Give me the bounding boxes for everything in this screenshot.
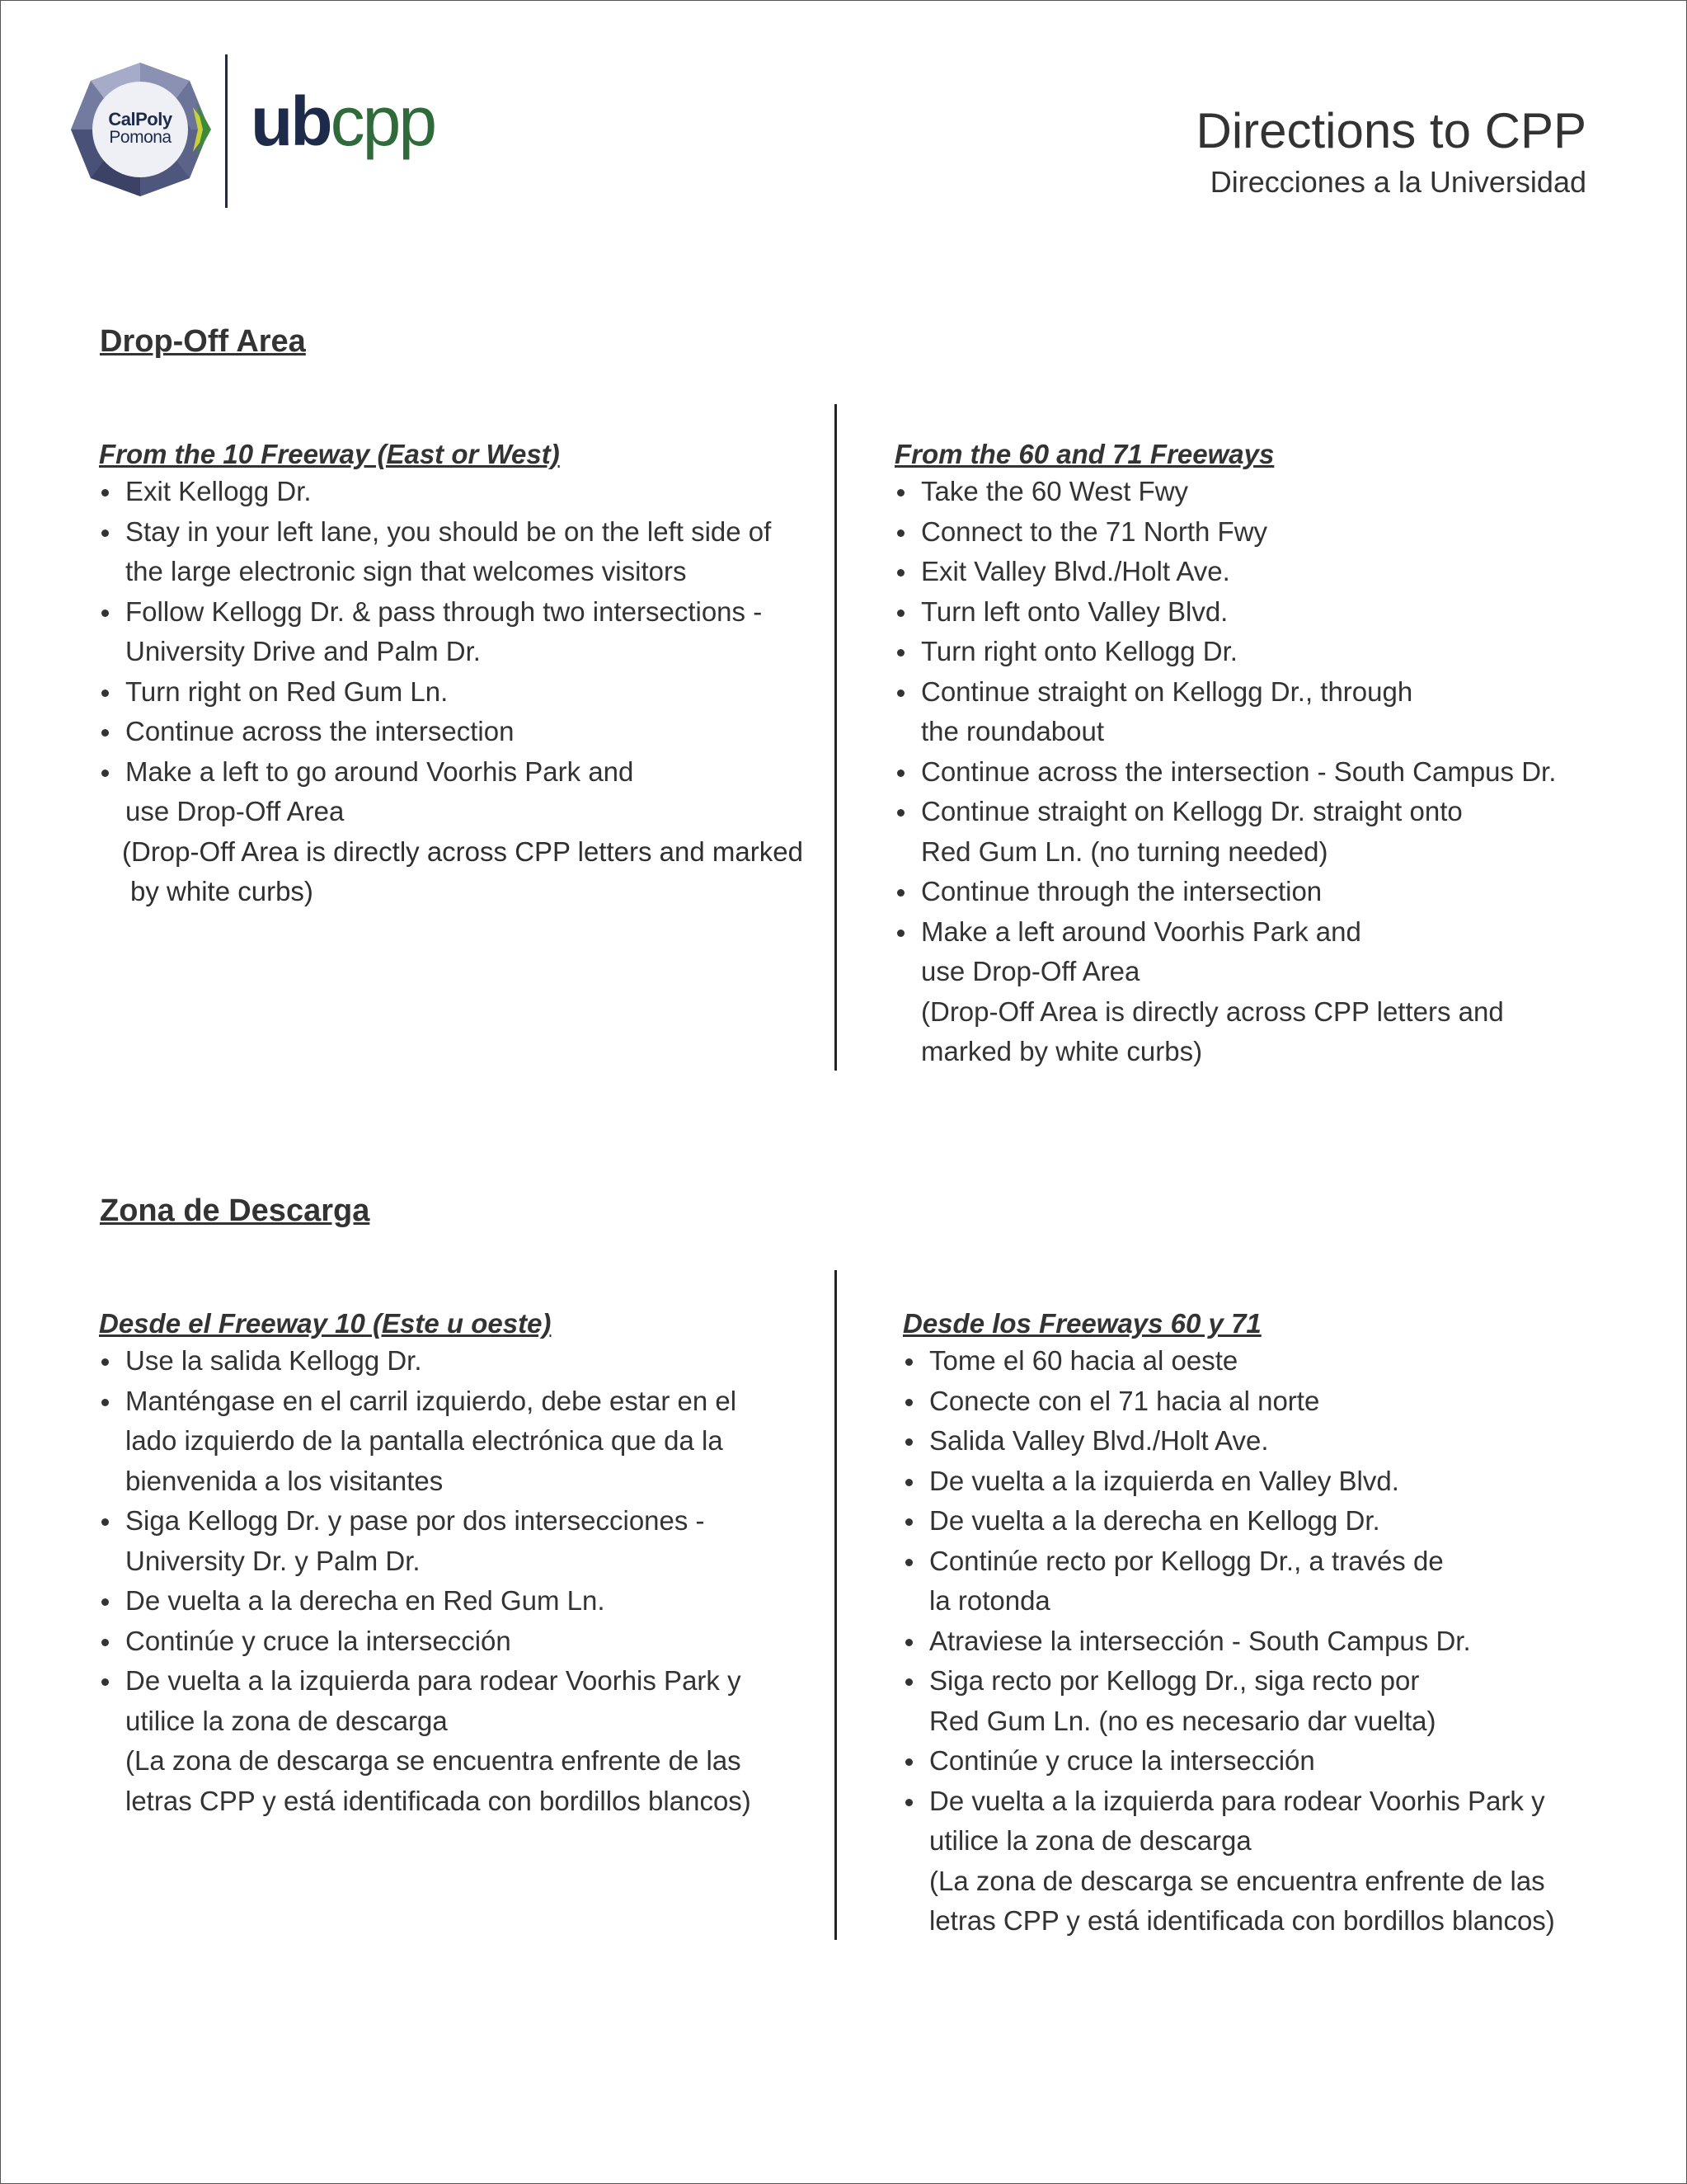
step-line: Stay in your left lane, you should be on the left side of	[125, 515, 772, 547]
step-line: Siga Kellogg Dr. y pase por dos intersecciones -	[125, 1505, 705, 1536]
step-line: University Drive and Palm Dr.	[125, 636, 481, 666]
document-title: Directions to CPP	[1196, 103, 1586, 158]
spanish-right-steps	[903, 1341, 1670, 1942]
step-item	[895, 592, 1661, 633]
step-item	[903, 1421, 1670, 1461]
step-line: Follow Kellogg Dr. & pass through two intersections -	[125, 595, 763, 627]
step-line: De vuelta a la izquierda en Valley Blvd.	[929, 1465, 1399, 1496]
step-line: la rotonda	[929, 1585, 1050, 1616]
step-item	[903, 1381, 1670, 1422]
step-item	[99, 1341, 825, 1381]
english-left-steps	[99, 472, 825, 832]
step-line: Manténgase en el carril izquierdo, debe estar en el	[125, 1385, 737, 1416]
step-line: Siga recto por Kellogg Dr., siga recto por	[929, 1665, 1420, 1696]
step-line: Red Gum Ln. (no es necesario dar vuelta)	[929, 1705, 1436, 1736]
document-subtitle: Direcciones a la Universidad	[1210, 165, 1586, 199]
step-line: (La zona de descarga se encuentra enfrente de las	[929, 1865, 1545, 1896]
english-left-column	[99, 437, 825, 912]
step-line: Continúe recto por Kellogg Dr., a través de	[929, 1545, 1444, 1576]
step-item	[99, 1581, 825, 1622]
step-item	[895, 912, 1661, 1072]
step-item	[99, 752, 825, 832]
step-line: De vuelta a la izquierda para rodear Voorhis Park y	[125, 1665, 741, 1696]
english-left-note	[99, 832, 825, 912]
english-right-steps	[895, 472, 1661, 1072]
wordmark-ub: ub	[251, 82, 331, 160]
note-line: by white curbs)	[130, 876, 313, 906]
step-item	[895, 472, 1661, 512]
step-line: utilice la zona de descarga	[125, 1705, 448, 1736]
step-line: Turn right onto Kellogg Dr.	[921, 636, 1238, 666]
logo-divider	[225, 54, 228, 208]
step-line: Turn right on Red Gum Ln.	[125, 675, 449, 707]
step-item	[99, 512, 825, 592]
step-item	[895, 752, 1661, 793]
step-item	[903, 1622, 1670, 1662]
step-item	[895, 632, 1661, 672]
step-line: lado izquierdo de la pantalla electrónica que da la	[125, 1425, 723, 1456]
step-line: Make a left to go around Voorhis Park and	[125, 755, 634, 787]
step-line: Continue through the intersection	[921, 876, 1323, 906]
step-line: Connect to the 71 North Fwy	[921, 515, 1268, 547]
step-item	[903, 1661, 1670, 1741]
step-item	[895, 512, 1661, 553]
step-line: Use la salida Kellogg Dr.	[125, 1345, 422, 1376]
step-line: Atraviese la intersección - South Campus Dr.	[929, 1625, 1471, 1656]
spanish-left-heading: Desde el Freeway 10 (Este u oeste)	[99, 1308, 552, 1339]
section-title-spanish: Zona de Descarga	[100, 1193, 370, 1228]
seal-line-2: Pomona	[109, 128, 172, 147]
step-item	[895, 792, 1661, 872]
spanish-right-heading: Desde los Freeways 60 y 71	[903, 1308, 1262, 1339]
step-item	[99, 592, 825, 672]
step-line: De vuelta a la derecha en Kellogg Dr.	[929, 1505, 1380, 1536]
step-line: De vuelta a la derecha en Red Gum Ln.	[125, 1585, 605, 1616]
ubcpp-wordmark	[251, 84, 435, 158]
step-item	[99, 712, 825, 752]
spanish-left-steps	[99, 1341, 825, 1821]
step-line: Continue across the intersection - South Campus Dr.	[921, 755, 1557, 787]
step-line: Continúe y cruce la intersección	[929, 1745, 1315, 1776]
step-item	[903, 1341, 1670, 1381]
step-item	[903, 1461, 1670, 1502]
section-title-english: Drop-Off Area	[100, 324, 306, 359]
step-line: letras CPP y está identificada con bordillos blancos)	[125, 1785, 751, 1816]
step-item	[99, 1381, 825, 1502]
step-line: the roundabout	[921, 716, 1105, 746]
english-left-heading: From the 10 Freeway (East or West)	[99, 439, 560, 469]
step-item	[903, 1782, 1670, 1942]
note-line: (Drop-Off Area is directly across CPP letters and marked	[122, 835, 803, 867]
step-line: bienvenida a los visitantes	[125, 1465, 444, 1496]
step-line: letras CPP y está identificada con bordillos blancos)	[929, 1905, 1555, 1936]
step-item	[99, 472, 825, 512]
step-line: use Drop-Off Area	[921, 956, 1140, 986]
step-line: Make a left around Voorhis Park and	[921, 915, 1361, 947]
step-line: the large electronic sign that welcomes visitors	[125, 556, 687, 586]
spanish-right-column	[903, 1306, 1670, 1942]
step-item	[99, 672, 825, 713]
step-line: (Drop-Off Area is directly across CPP letters and	[921, 996, 1504, 1027]
step-line: use Drop-Off Area	[125, 796, 345, 826]
seal-line-1: CalPoly	[108, 109, 172, 129]
step-item	[903, 1542, 1670, 1622]
column-divider-spanish	[834, 1270, 837, 1940]
step-item	[99, 1622, 825, 1662]
step-item	[99, 1661, 825, 1821]
step-line: (La zona de descarga se encuentra enfrente de las	[125, 1745, 741, 1776]
step-line: Red Gum Ln. (no turning needed)	[921, 835, 1328, 867]
step-item	[895, 672, 1661, 752]
step-line: Turn left onto Valley Blvd.	[921, 595, 1229, 627]
step-line: Continue straight on Kellogg Dr. straight onto	[921, 796, 1463, 826]
step-line: utilice la zona de descarga	[929, 1825, 1252, 1856]
step-line: Take the 60 West Fwy	[921, 476, 1189, 506]
step-item	[895, 552, 1661, 592]
column-divider-english	[834, 404, 837, 1071]
step-line: De vuelta a la izquierda para rodear Voorhis Park y	[929, 1785, 1545, 1816]
step-line: Tome el 60 hacia al oeste	[929, 1345, 1238, 1376]
spanish-left-column	[99, 1306, 825, 1821]
step-line: Continue across the intersection	[125, 716, 515, 746]
step-line: Salida Valley Blvd./Holt Ave.	[929, 1425, 1269, 1456]
wordmark-cpp: cpp	[330, 82, 435, 160]
step-item	[903, 1501, 1670, 1542]
step-item	[895, 872, 1661, 912]
step-line: Continue straight on Kellogg Dr., through	[921, 675, 1413, 707]
step-item	[99, 1501, 825, 1581]
step-line: Continúe y cruce la intersección	[125, 1625, 511, 1656]
english-right-heading: From the 60 and 71 Freeways	[895, 439, 1275, 469]
english-right-column	[895, 437, 1661, 1072]
calpoly-pomona-seal-logo	[69, 61, 211, 198]
step-line: University Dr. y Palm Dr.	[125, 1545, 421, 1576]
step-line: Exit Valley Blvd./Holt Ave.	[921, 556, 1230, 586]
step-item	[903, 1741, 1670, 1782]
step-line: marked by white curbs)	[921, 1036, 1203, 1066]
step-line: Exit Kellogg Dr.	[125, 476, 312, 506]
step-line: Conecte con el 71 hacia al norte	[929, 1385, 1320, 1416]
